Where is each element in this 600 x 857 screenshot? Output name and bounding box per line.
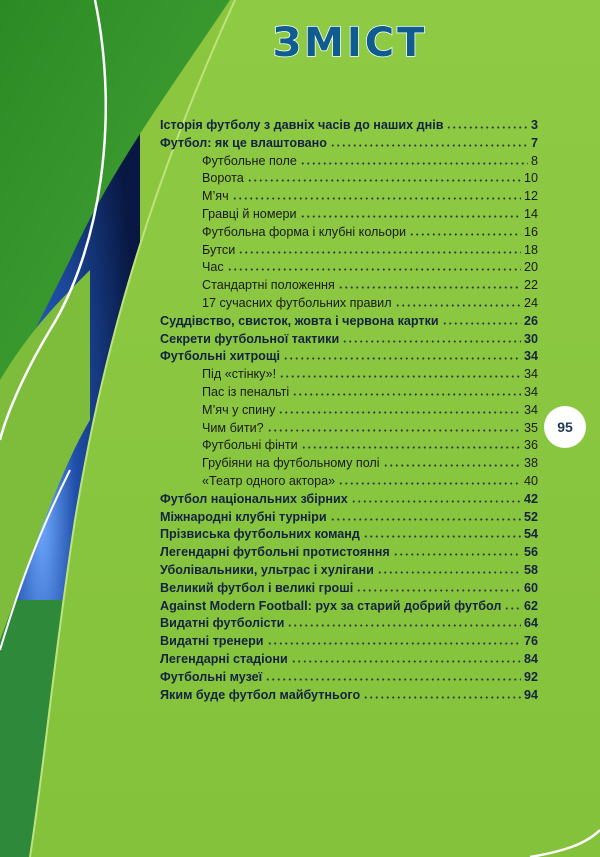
toc-entry-page: 14 bbox=[523, 206, 538, 221]
dot-leader bbox=[265, 678, 521, 681]
toc-entry-title: Чим бити? bbox=[202, 420, 264, 435]
dot-leader bbox=[278, 411, 521, 414]
toc-entry-page: 60 bbox=[523, 580, 538, 595]
toc-subentry bbox=[160, 243, 538, 261]
toc-subentry bbox=[160, 207, 538, 225]
toc-entry-title: Секрети футбольної тактики bbox=[160, 331, 340, 346]
dot-leader bbox=[247, 179, 521, 182]
toc-entry-page: 34 bbox=[523, 402, 538, 417]
dot-leader bbox=[291, 660, 521, 663]
toc-entry-page: 56 bbox=[523, 545, 538, 560]
toc-entry bbox=[160, 314, 538, 332]
toc-entry-title: Грубіяни на футбольному полі bbox=[202, 456, 380, 471]
dot-leader bbox=[351, 500, 521, 503]
toc-subentry bbox=[160, 278, 538, 296]
toc-subentry bbox=[160, 421, 538, 439]
toc-entry-title: Видатні футболісти bbox=[160, 616, 285, 631]
toc-entry-title: Пас із пенальті bbox=[202, 384, 290, 399]
page-title: ЗМІСТ bbox=[272, 20, 428, 66]
toc-entry-title: Прізвиська футбольних команд bbox=[160, 527, 360, 542]
toc-subentry bbox=[160, 367, 538, 385]
toc-entry-page: 18 bbox=[523, 242, 538, 257]
toc-entry-page: 12 bbox=[523, 189, 538, 204]
dot-leader bbox=[393, 553, 521, 556]
dot-leader bbox=[300, 215, 521, 218]
toc-entry-page: 38 bbox=[523, 456, 538, 471]
dot-leader bbox=[267, 429, 521, 432]
dot-leader bbox=[330, 144, 528, 147]
toc-entry bbox=[160, 527, 538, 545]
toc-entry-title: Уболівальники, ультрас і хулігани bbox=[160, 562, 374, 577]
dot-leader bbox=[279, 375, 521, 378]
toc-entry-page: 30 bbox=[523, 331, 538, 346]
toc-entry-title: М’яч bbox=[202, 189, 229, 204]
toc-entry-title: Ворота bbox=[202, 171, 244, 186]
dot-leader bbox=[338, 286, 521, 289]
dot-leader bbox=[292, 393, 521, 396]
toc-entry-page: 34 bbox=[523, 384, 538, 399]
dot-leader bbox=[363, 535, 521, 538]
toc-entry bbox=[160, 688, 538, 706]
toc-subentry bbox=[160, 474, 538, 492]
toc-subentry bbox=[160, 154, 538, 172]
table-of-contents bbox=[160, 118, 538, 705]
toc-entry-page: 7 bbox=[530, 135, 538, 150]
dot-leader bbox=[377, 571, 521, 574]
dot-leader bbox=[267, 642, 521, 645]
dot-leader bbox=[338, 482, 521, 485]
toc-entry-title: Історія футболу з давніх часів до наших днів bbox=[160, 118, 444, 132]
toc-entry-title: Футбол національних збірних bbox=[160, 491, 348, 506]
toc-entry-page: 8 bbox=[530, 153, 538, 168]
toc-entry-page: 26 bbox=[523, 313, 538, 328]
toc-subentry bbox=[160, 225, 538, 243]
toc-subentry bbox=[160, 438, 538, 456]
page-number-badge: 95 bbox=[544, 406, 586, 448]
toc-entry-page: 36 bbox=[523, 438, 538, 453]
toc-subentry bbox=[160, 171, 538, 189]
toc-entry-title: Під «стінку»! bbox=[202, 367, 277, 382]
dot-leader bbox=[330, 518, 521, 521]
dot-leader bbox=[283, 357, 521, 360]
toc-entry-page: 35 bbox=[523, 420, 538, 435]
toc-entry-title: Футбольні музеї bbox=[160, 669, 263, 684]
toc-entry-page: 34 bbox=[523, 349, 538, 364]
dot-leader bbox=[504, 607, 521, 610]
toc-entry-page: 16 bbox=[523, 224, 538, 239]
toc-entry bbox=[160, 670, 538, 688]
toc-entry-page: 34 bbox=[523, 367, 538, 382]
toc-entry-title: 17 сучасних футбольних правил bbox=[202, 295, 392, 310]
toc-entry-page: 76 bbox=[523, 634, 538, 649]
toc-entry-page: 3 bbox=[530, 118, 538, 132]
toc-entry bbox=[160, 136, 538, 154]
toc-entry-title: Легендарні стадіони bbox=[160, 651, 288, 666]
toc-entry bbox=[160, 634, 538, 652]
dot-leader bbox=[395, 304, 521, 307]
toc-entry-title: «Театр одного актора» bbox=[202, 473, 336, 488]
toc-subentry bbox=[160, 260, 538, 278]
toc-entry-page: 84 bbox=[523, 651, 538, 666]
toc-entry-page: 92 bbox=[523, 669, 538, 684]
dot-leader bbox=[238, 251, 521, 254]
toc-entry-title: Яким буде футбол майбутнього bbox=[160, 687, 361, 702]
toc-entry-title: Гравці й номери bbox=[202, 206, 297, 221]
toc-entry-page: 58 bbox=[523, 562, 538, 577]
toc-entry-page: 94 bbox=[523, 687, 538, 702]
dot-leader bbox=[442, 322, 521, 325]
toc-subentry bbox=[160, 456, 538, 474]
dot-leader bbox=[342, 340, 521, 343]
toc-entry-title: Against Modern Football: рух за старий добрий футбол bbox=[160, 598, 502, 613]
toc-entry bbox=[160, 332, 538, 350]
toc-entry bbox=[160, 652, 538, 670]
toc-entry bbox=[160, 118, 538, 136]
toc-entry-page: 64 bbox=[523, 616, 538, 631]
toc-entry bbox=[160, 563, 538, 581]
toc-entry bbox=[160, 545, 538, 563]
toc-subentry bbox=[160, 296, 538, 314]
toc-entry-page: 62 bbox=[523, 598, 538, 613]
toc-subentry bbox=[160, 385, 538, 403]
toc-entry-page: 22 bbox=[523, 278, 538, 293]
toc-entry-page: 20 bbox=[523, 260, 538, 275]
toc-entry-title: Стандартні положення bbox=[202, 278, 335, 293]
toc-entry-page: 54 bbox=[523, 527, 538, 542]
dot-leader bbox=[383, 464, 521, 467]
toc-entry-title: Футбольна форма і клубні кольори bbox=[202, 224, 407, 239]
toc-subentry bbox=[160, 189, 538, 207]
toc-entry bbox=[160, 492, 538, 510]
dot-leader bbox=[409, 233, 521, 236]
toc-entry bbox=[160, 581, 538, 599]
dot-leader bbox=[363, 696, 521, 699]
dot-leader bbox=[301, 446, 521, 449]
toc-entry-page: 52 bbox=[523, 509, 538, 524]
toc-entry bbox=[160, 616, 538, 634]
dot-leader bbox=[227, 268, 521, 271]
toc-entry-page: 10 bbox=[523, 171, 538, 186]
toc-entry-title: Видатні тренери bbox=[160, 634, 264, 649]
toc-entry-title: Бутси bbox=[202, 242, 236, 257]
toc-entry-title: Міжнародні клубні турніри bbox=[160, 509, 327, 524]
toc-entry-title: Легендарні футбольні протистояння bbox=[160, 545, 390, 560]
toc-entry-title: Футбол: як це влаштовано bbox=[160, 135, 327, 150]
dot-leader bbox=[446, 126, 528, 129]
toc-entry-title: Великий футбол і великі гроші bbox=[160, 580, 354, 595]
toc-entry-page: 24 bbox=[523, 295, 538, 310]
dot-leader bbox=[356, 589, 521, 592]
toc-entry bbox=[160, 349, 538, 367]
toc-subentry bbox=[160, 403, 538, 421]
dot-leader bbox=[232, 197, 521, 200]
toc-entry-title: Футбольне поле bbox=[202, 153, 297, 168]
toc-entry-page: 40 bbox=[523, 473, 538, 488]
dot-leader bbox=[300, 162, 528, 165]
toc-entry bbox=[160, 510, 538, 528]
toc-entry-title: Футбольні хитрощі bbox=[160, 349, 281, 364]
dot-leader bbox=[287, 624, 521, 627]
toc-entry bbox=[160, 599, 538, 617]
toc-entry-title: М’яч у спину bbox=[202, 402, 276, 417]
toc-entry-title: Час bbox=[202, 260, 224, 275]
toc-entry-title: Суддівство, свисток, жовта і червона картки bbox=[160, 313, 439, 328]
toc-entry-page: 42 bbox=[523, 491, 538, 506]
toc-entry-title: Футбольні фінти bbox=[202, 438, 298, 453]
